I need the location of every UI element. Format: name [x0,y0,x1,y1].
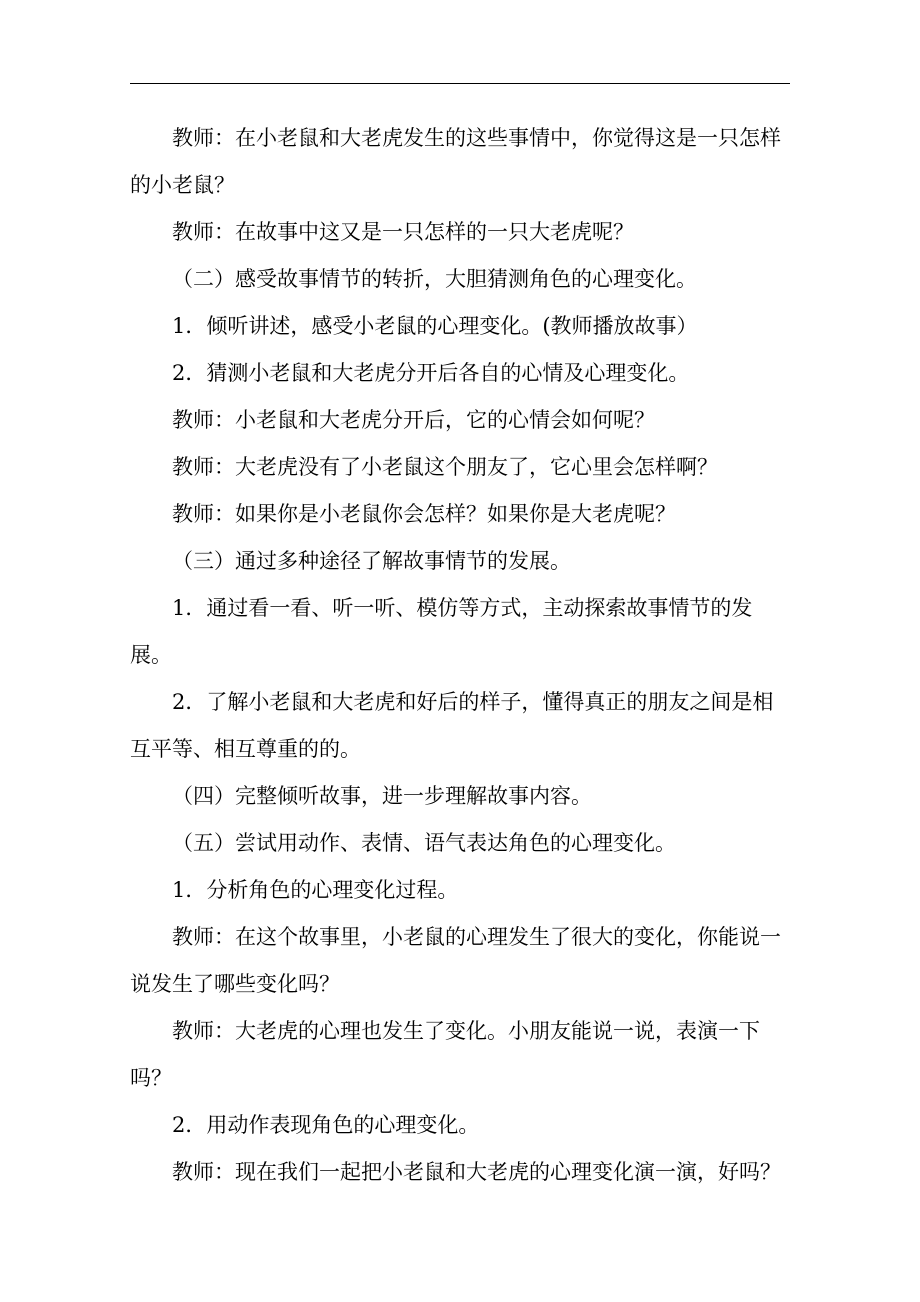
paragraph: 教师：大老虎没有了小老鼠这个朋友了，它心里会怎样啊？ [172,455,718,479]
list-item: 1．分析角色的心理变化过程。 [172,878,459,902]
document-body [130,115,790,1196]
paragraph: 教师：在小老鼠和大老虎发生的这些事情中，你觉得这是一只怎样的小老鼠？ [130,126,781,197]
section-heading: （五）尝试用动作、表情、语气表达角色的心理变化。 [172,831,676,855]
list-item: 2．猜测小老鼠和大老虎分开后各自的心情及心理变化。 [172,361,690,385]
paragraph: 教师：如果你是小老鼠你会怎样？如果你是大老虎呢？ [172,502,676,526]
list-item: 1．通过看一看、听一听、模仿等方式，主动探索故事情节的发展。 [130,596,753,667]
section-heading: （二）感受故事情节的转折，大胆猜测角色的心理变化。 [172,267,697,291]
header-rule [130,83,790,84]
section-heading: （三）通过多种途径了解故事情节的发展。 [172,549,571,573]
paragraph: 教师：大老虎的心理也发生了变化。小朋友能说一说，表演一下吗？ [130,1019,760,1090]
paragraph: 教师：小老鼠和大老虎分开后，它的心情会如何呢？ [172,408,655,432]
list-item: 2．了解小老鼠和大老虎和好后的样子，懂得真正的朋友之间是相互平等、相互尊重的的。 [130,690,774,761]
paragraph: 教师：在这个故事里，小老鼠的心理发生了很大的变化，你能说一说发生了哪些变化吗？ [130,925,781,996]
list-item: 2．用动作表现角色的心理变化。 [172,1113,480,1137]
paragraph: 教师：在故事中这又是一只怎样的一只大老虎呢？ [172,220,634,244]
list-item: 1．倾听讲述，感受小老鼠的心理变化。(教师播放故事） [172,314,698,338]
paragraph: 教师：现在我们一起把小老鼠和大老虎的心理变化演一演，好吗？ [172,1160,781,1184]
section-heading: （四）完整倾听故事，进一步理解故事内容。 [172,784,592,808]
